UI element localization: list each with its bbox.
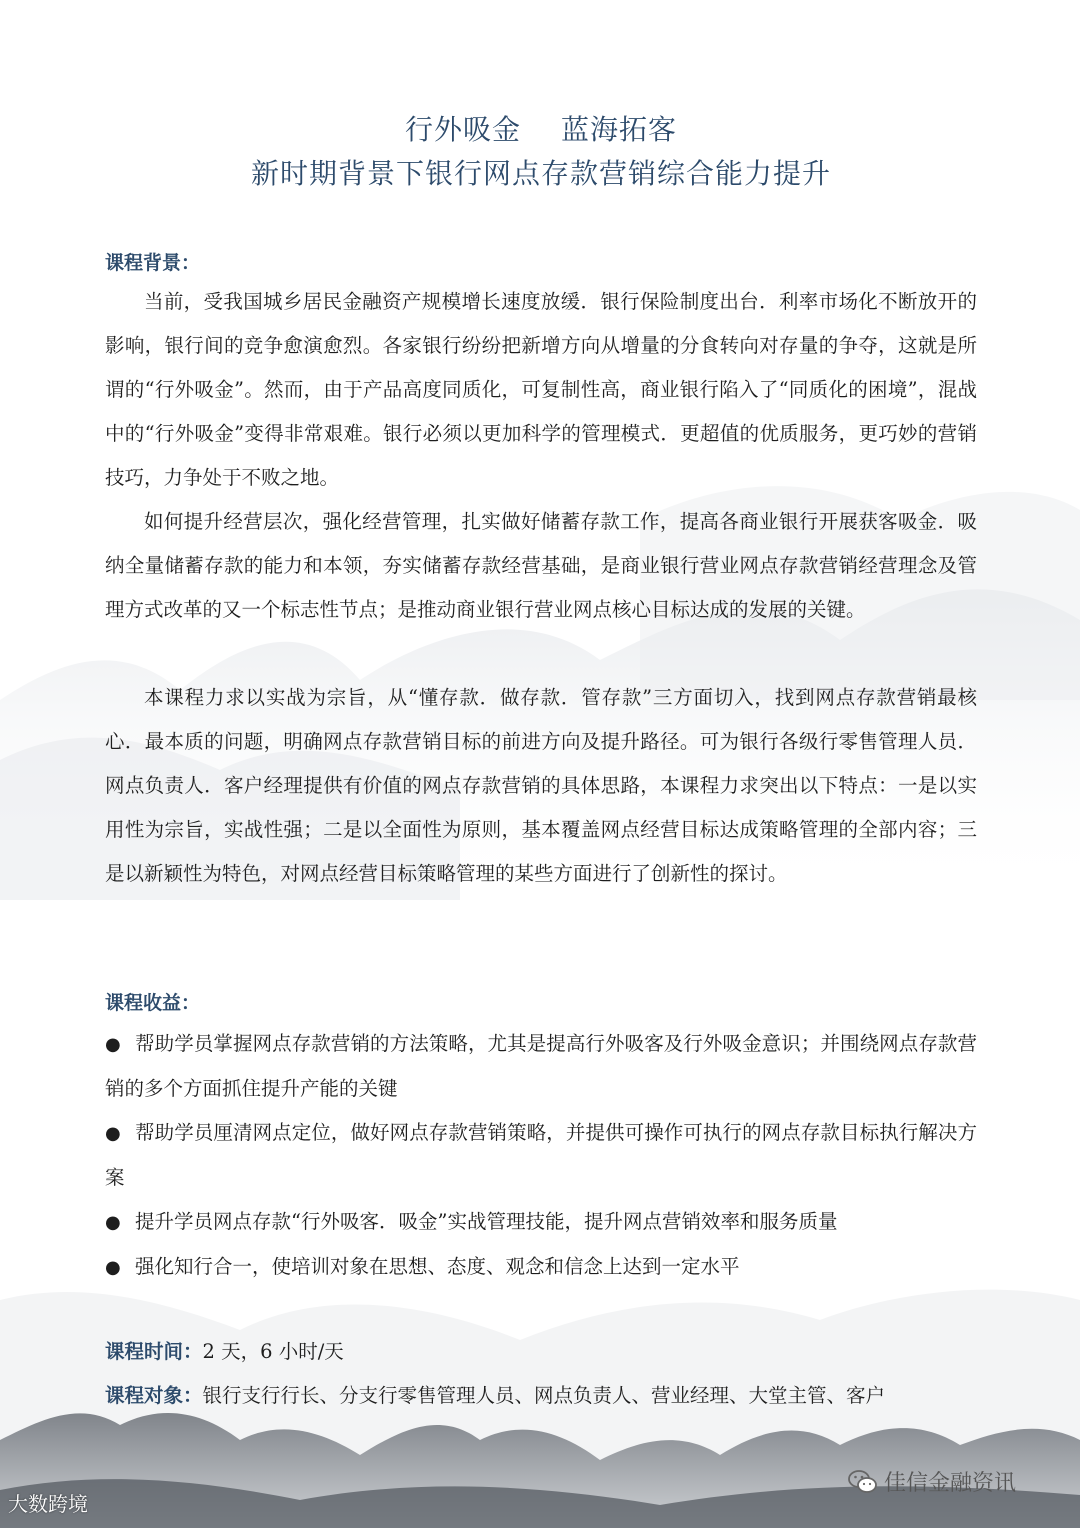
bullet-icon: ● bbox=[105, 1257, 121, 1278]
course-audience-value: 银行支行行长、分支行零售管理人员、网点负责人、营业经理、大堂主管、客户 bbox=[202, 1384, 886, 1407]
wechat-icon bbox=[848, 1469, 878, 1495]
benefit-text: 强化知行合一，使培训对象在思想、态度、观念和信念上达到一定水平 bbox=[135, 1255, 740, 1278]
bullet-icon: ● bbox=[105, 1034, 121, 1055]
course-time bbox=[105, 1336, 344, 1364]
bullet-icon: ● bbox=[105, 1123, 121, 1144]
background-heading: 课程背景： bbox=[105, 252, 201, 274]
list-item bbox=[105, 1200, 977, 1245]
list-item bbox=[105, 1245, 977, 1290]
background-paragraph-2: 如何提升经营层次，强化经营管理，扎实做好储蓄存款工作，提高各商业银行开展获客吸金．吸纳全量储蓄存款的能力和本领，夯实储蓄存款经营基础，是商业银行营业网点存款营销经营理念及管理方式改革的又一个标志性节点；是推动商业银行营业网点核心目标达成的发展的关键。 bbox=[105, 510, 977, 621]
course-time-value: 2 天，6 小时/天 bbox=[202, 1340, 344, 1363]
watermark-right bbox=[848, 1466, 1016, 1497]
benefit-text: 帮助学员掌握网点存款营销的方法策略，尤其是提高行外吸客及行外吸金意识；并围绕网点存款营销的多个方面抓住提升产能的关键 bbox=[105, 1032, 977, 1100]
list-item bbox=[105, 1111, 977, 1200]
document-title-line1 bbox=[105, 108, 977, 148]
benefit-text: 帮助学员厘清网点定位，做好网点存款营销策略，并提供可操作可执行的网点存款目标执行解决方案 bbox=[105, 1121, 977, 1189]
course-time-label: 课程时间： bbox=[105, 1340, 203, 1363]
title-phrase-1: 行外吸金 bbox=[404, 113, 521, 146]
course-audience-label: 课程对象： bbox=[105, 1384, 203, 1407]
benefits-list bbox=[105, 1022, 977, 1290]
benefit-text: 提升学员网点存款“行外吸客．吸金”实战管理技能，提升网点营销效率和服务质量 bbox=[135, 1210, 838, 1233]
background-paragraph-3: 本课程力求以实战为宗旨，从“懂存款．做存款．管存款”三方面切入，找到网点存款营销最核心．最本质的问题，明确网点存款营销目标的前进方向及提升路径。可为银行各级行零售管理人员．网点负责人．客户经理提供有价值的网点存款营销的具体思路，本课程力求突出以下特点：一是以实用性为宗旨，实战性强；二是以全面性为原则，基本覆盖网点经营目标达成策略管理的全部内容；三是以新颖性为特色，对网点经营目标策略管理的某些方面进行了创新性的探讨。 bbox=[105, 686, 977, 885]
background-paragraph-1: 当前，受我国城乡居民金融资产规模增长速度放缓．银行保险制度出台．利率市场化不断放开的影响，银行间的竞争愈演愈烈。各家银行纷纷把新增方向从增量的分食转向对存量的争夺，这就是所谓的“行外吸金”。然而，由于产品高度同质化，可复制性高，商业银行陷入了“同质化的困境”，混战中的“行外吸金”变得非常艰难。银行必须以更加科学的管理模式．更超值的优质服务，更巧妙的营销技巧，力争处于不败之地。 bbox=[105, 290, 977, 489]
document-title-line2: 新时期背景下银行网点存款营销综合能力提升 bbox=[250, 157, 831, 190]
bullet-icon: ● bbox=[105, 1212, 121, 1233]
list-item bbox=[105, 1022, 977, 1111]
title-phrase-2: 蓝海拓客 bbox=[561, 113, 678, 146]
benefits-heading: 课程收益： bbox=[105, 992, 201, 1014]
watermark-right-text: 佳信金融资讯 bbox=[884, 1471, 1017, 1496]
course-audience bbox=[105, 1380, 885, 1408]
watermark-left: 大数跨境 bbox=[8, 1492, 88, 1516]
